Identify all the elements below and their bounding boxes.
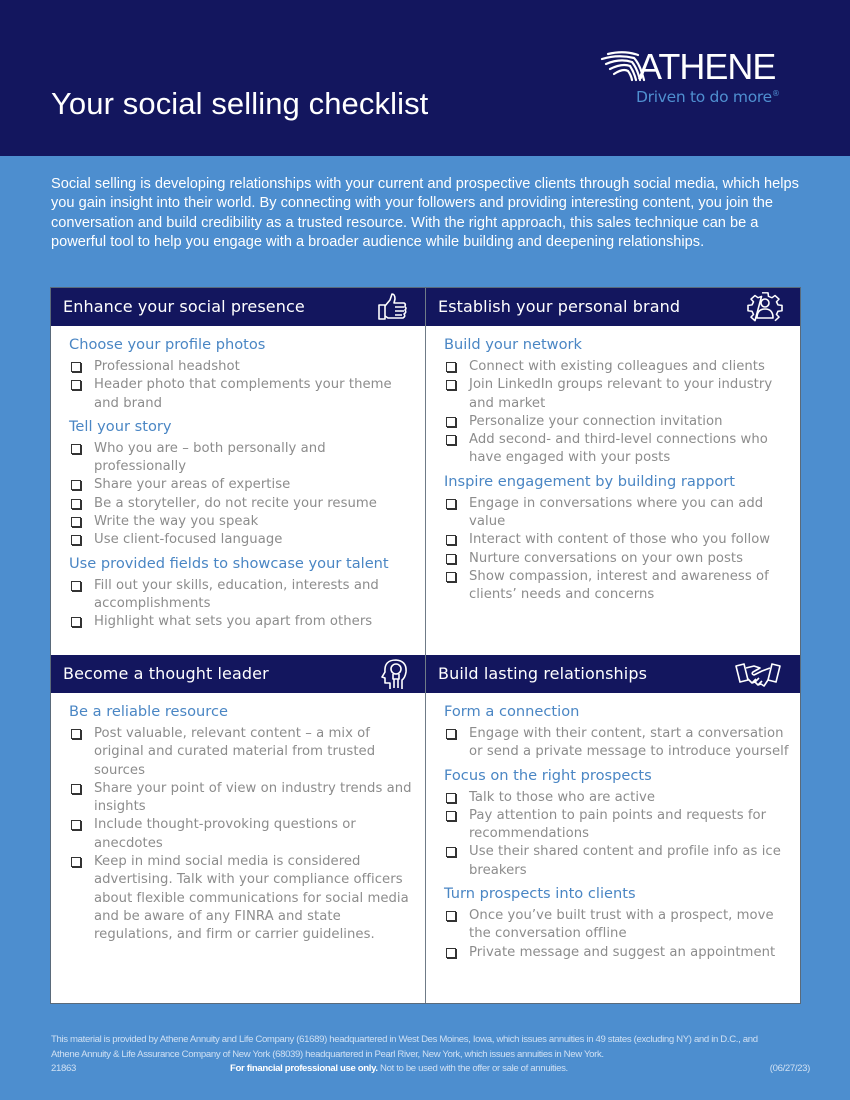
- checkbox-icon[interactable]: [71, 617, 81, 627]
- disclaimer-line-1: This material is provided by Athene Annuity and Life Company (61689) headquartered in West Des Moines, Iowa, which issues annuities in 49 states (excluding NY) and in D.C., and: [51, 1034, 758, 1045]
- checklist-item-text: Keep in mind social media is considered advertising. Talk with your compliance officers about flexible communications for social media and be aware of any FINRA and state regulations, and firm or carrier guidelines.: [94, 854, 409, 943]
- quadrant-header: [51, 288, 425, 326]
- quadrant-establish-personal-brand: [425, 288, 800, 655]
- logo-tagline-text: Driven to do more: [636, 88, 772, 106]
- checkbox-icon[interactable]: [446, 847, 456, 857]
- checkbox-icon[interactable]: [446, 554, 456, 564]
- checklist: [444, 907, 790, 962]
- section-heading: Build your network: [444, 336, 582, 353]
- checklist: [444, 789, 790, 880]
- professional-use-rest: Not to be used with the offer or sale of annuities.: [377, 1063, 568, 1075]
- checklist-item-text: Highlight what sets you apart from others: [94, 614, 373, 630]
- checklist-item: [444, 789, 790, 807]
- quadrant-header: [426, 288, 800, 326]
- thumbs-up-icon: [374, 291, 410, 323]
- checklist-item: [69, 853, 415, 944]
- checkbox-icon[interactable]: [71, 517, 81, 527]
- quadrant-header: [426, 655, 800, 693]
- checklist-item: [69, 577, 415, 614]
- checklist-item: [69, 816, 415, 853]
- checkbox-icon[interactable]: [446, 362, 456, 372]
- checklist-item: [69, 613, 415, 631]
- handshake-icon: [734, 658, 782, 690]
- checklist-item-text: Use their shared content and profile info as ice breakers: [469, 844, 781, 878]
- head-lightbulb-icon: [376, 658, 412, 690]
- checklist-item-text: Interact with content of those who you follow: [469, 532, 771, 548]
- checkbox-icon[interactable]: [446, 572, 456, 582]
- checklist-item: [69, 376, 415, 413]
- checklist: [444, 358, 790, 468]
- quadrant-title: Build lasting relationships: [438, 664, 648, 683]
- section-heading: Focus on the right prospects: [444, 766, 652, 784]
- checklist: [69, 577, 415, 632]
- checkbox-icon[interactable]: [446, 417, 456, 427]
- checklist-item-text: Personalize your connection invitation: [469, 413, 723, 429]
- document-date: (06/27/23): [769, 1063, 810, 1075]
- checklist-item: [69, 531, 415, 549]
- checkbox-icon[interactable]: [446, 435, 456, 445]
- checklist-item: [69, 725, 415, 780]
- quadrant-enhance-social-presence: [51, 288, 425, 655]
- section-heading: Choose your profile photos: [69, 336, 266, 353]
- checkbox-icon[interactable]: [71, 581, 81, 591]
- checklist-item-text: Engage in conversations where you can add value: [469, 495, 764, 530]
- checklist-item: [444, 495, 790, 532]
- checkbox-icon[interactable]: [446, 793, 456, 803]
- checklist-item-text: Nurture conversations on your own posts: [469, 550, 744, 566]
- section-heading: Form a connection: [444, 703, 580, 720]
- checklist-item: [69, 513, 415, 531]
- checklist-item-text: Post valuable, relevant content – a mix of original and curated material from trusted sources: [94, 726, 376, 778]
- checkbox-icon[interactable]: [71, 380, 81, 390]
- checklist: [444, 495, 790, 605]
- checkbox-icon[interactable]: [71, 784, 81, 794]
- checklist: [69, 358, 415, 413]
- section-heading: Inspire engagement by building rapport: [444, 472, 736, 490]
- checklist-item-text: Share your point of view on industry trends and insights: [94, 780, 412, 815]
- checkbox-icon[interactable]: [71, 480, 81, 490]
- checkbox-icon[interactable]: [71, 857, 81, 867]
- logo-tagline: [636, 88, 780, 106]
- quadrant-title: Enhance your social presence: [63, 297, 305, 316]
- checklist-item-text: Be a storyteller, do not recite your resume: [94, 495, 377, 511]
- logo-wordmark: ATHENE: [638, 46, 776, 87]
- quadrant-body: [426, 326, 800, 605]
- checklist-item: [444, 944, 790, 962]
- footer-line-3: [51, 1062, 811, 1077]
- professional-use-notice: [230, 1062, 568, 1077]
- checkbox-icon[interactable]: [71, 362, 81, 372]
- checklist-item: [444, 376, 790, 413]
- checklist-item-text: Join LinkedIn groups relevant to your industry and market: [469, 377, 773, 411]
- checklist-item: [444, 843, 790, 880]
- athene-logo: [598, 44, 803, 110]
- checklist-item-text: Professional headshot: [94, 359, 240, 374]
- checklist-item: [69, 476, 415, 494]
- gear-person-icon: [747, 291, 783, 323]
- checklist-item-text: Write the way you speak: [94, 514, 259, 530]
- checkbox-icon[interactable]: [446, 499, 456, 509]
- checklist-item: [69, 495, 415, 513]
- checklist-item-text: Once you’ve built trust with a prospect, move the conversation offline: [469, 908, 774, 942]
- checkbox-icon[interactable]: [446, 811, 456, 821]
- checklist-item: [444, 568, 790, 605]
- checklist-item: [444, 358, 790, 376]
- quadrant-header: [51, 655, 425, 693]
- footer: [51, 1033, 811, 1077]
- quadrant-build-relationships: [425, 655, 800, 1003]
- checklist: [69, 725, 415, 945]
- quadrant-title: Become a thought leader: [63, 664, 269, 683]
- checklist-item-text: Private message and suggest an appointment: [469, 944, 776, 960]
- checkbox-icon[interactable]: [71, 729, 81, 739]
- checklist-item: [444, 550, 790, 568]
- checklist-item: [444, 531, 790, 549]
- registered-mark: ®: [771, 89, 780, 98]
- checklist-item-text: Engage with their content, start a conversation or send a private message to introduce yourself: [469, 726, 789, 760]
- checklist-item-text: Use client-focused language: [94, 532, 283, 548]
- checkbox-icon[interactable]: [71, 444, 81, 454]
- checklist-item: [69, 440, 415, 477]
- checklist: [69, 440, 415, 550]
- checklist-item-text: Connect with existing colleagues and clients: [469, 359, 765, 374]
- checkbox-icon[interactable]: [446, 948, 456, 958]
- professional-use-bold: For financial professional use only.: [230, 1063, 378, 1075]
- checklist-item: [444, 807, 790, 844]
- quadrant-body: [426, 693, 800, 962]
- checkbox-icon[interactable]: [71, 499, 81, 509]
- checklist: [444, 725, 790, 762]
- checklist-item-text: Fill out your skills, education, interests and accomplishments: [94, 577, 379, 611]
- checklist-item: [69, 780, 415, 817]
- checklist-item-text: Talk to those who are active: [469, 789, 656, 805]
- checklist-item: [444, 725, 790, 762]
- checkbox-icon[interactable]: [71, 535, 81, 545]
- quadrant-body: [51, 326, 425, 632]
- checklist-item-text: Header photo that complements your theme and brand: [94, 377, 392, 411]
- quadrant-title: Establish your personal brand: [438, 297, 681, 316]
- checklist-item-text: Who you are – both personally and professionally: [94, 440, 326, 475]
- header-band: [0, 0, 850, 156]
- checklist-item-text: Add second- and third-level connections who have engaged with your posts: [469, 432, 768, 466]
- section-heading: Use provided fields to showcase your talent: [69, 554, 389, 572]
- disclaimer-line-2: Athene Annuity & Life Assurance Company of New York (68039) headquartered in Pearl River, New York, which issues annuities in New York.: [51, 1048, 604, 1060]
- section-heading: Be a reliable resource: [69, 703, 228, 720]
- checklist-item: [69, 358, 415, 376]
- intro-paragraph: Social selling is developing relationships with your current and prospective clients through social media, which helps you gain insight into their world. By connecting with your followers and providing interesting content, you join the conversation and build credibility as a trusted resource. With the right approach, this sales technique can be a powerful tool to help you engage with a broader audience while building and deepening relationships.: [51, 176, 799, 251]
- checklist-item: [444, 907, 790, 944]
- section-heading: Tell your story: [69, 417, 172, 435]
- checkbox-icon[interactable]: [71, 820, 81, 830]
- checklist-item: [444, 431, 790, 468]
- section-heading: Turn prospects into clients: [444, 885, 636, 903]
- quadrant-body: [51, 693, 425, 945]
- quadrant-thought-leader: [51, 655, 425, 1003]
- checklist-grid: [50, 287, 801, 1004]
- checklist-item-text: Include thought-provoking questions or anecdotes: [94, 817, 356, 851]
- checkbox-icon[interactable]: [446, 535, 456, 545]
- checklist-item-text: Show compassion, interest and awareness of clients’ needs and concerns: [469, 568, 769, 603]
- checkbox-icon[interactable]: [446, 380, 456, 390]
- checklist-item: [444, 413, 790, 431]
- checkbox-icon[interactable]: [446, 729, 456, 739]
- document-code: 21863: [51, 1063, 76, 1075]
- checklist-item-text: Share your areas of expertise: [94, 477, 291, 493]
- checkbox-icon[interactable]: [446, 911, 456, 921]
- checklist-item-text: Pay attention to pain points and requests for recommendations: [469, 807, 767, 842]
- page-title: Your social selling checklist: [51, 86, 429, 121]
